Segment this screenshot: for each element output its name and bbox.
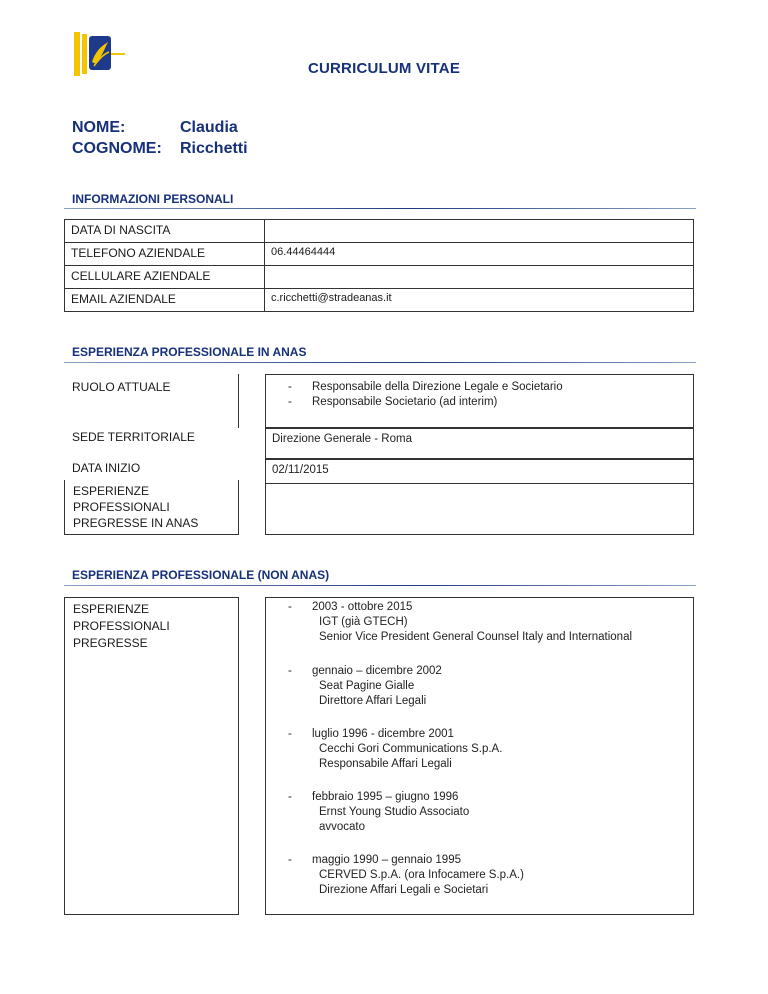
cognome-label: COGNOME: [72,140,162,157]
label-frame [64,374,239,428]
field-label: TELEFONO AZIENDALE [65,243,265,265]
experience-entry: - luglio 1996 - dicembre 2001 Cecchi Gori Communications S.p.A. Responsabile Affari Legali [266,727,693,790]
table-row [65,220,693,243]
pregresse-label-box [64,597,239,915]
experience-company: Ernst Young Studio Associato [319,806,470,818]
table-row [65,243,693,266]
field-value: 06.44464444 [271,246,336,258]
experience-period: gennaio – dicembre 2002 [312,665,442,677]
pregresse-anas-label-box [64,480,239,535]
ruolo-attuale-box [265,374,694,428]
experience-role: Direzione Affari Legali e Societari [319,884,489,896]
list-item: - Responsabile della Direzione Legale e Societario [288,381,563,393]
section-rule [64,362,696,363]
section-heading-anas: ESPERIENZA PROFESSIONALE IN ANAS [72,345,307,359]
experience-role: avvocato [319,821,366,833]
field-label: EMAIL AZIENDALE [65,289,265,311]
pregresse-anas-label: ESPERIENZE PROFESSIONALI PREGRESSE IN ANAS [73,484,199,530]
experience-period: maggio 1990 – gennaio 1995 [312,854,461,866]
ruolo-attuale-label: RUOLO ATTUALE [72,380,171,394]
data-inizio-value: 02/11/2015 [272,464,329,476]
field-value [265,220,693,242]
experience-company: IGT (già GTECH) [319,616,408,628]
experience-role: Direttore Affari Legali [319,695,427,707]
section-rule [64,585,696,586]
sede-label: SEDE TERRITORIALE [72,430,195,444]
experience-company: Cecchi Gori Communications S.p.A. [319,743,503,755]
experience-company: CERVED S.p.A. (ora Infocamere S.p.A.) [319,869,524,881]
data-inizio-box [265,459,694,484]
pregresse-anas-box [265,484,694,535]
experience-company: Seat Pagine Gialle [319,680,415,692]
experience-period: 2003 - ottobre 2015 [312,601,413,613]
field-label: CELLULARE AZIENDALE [65,266,265,288]
experience-role: Responsabile Affari Legali [319,758,452,770]
experience-period: febbraio 1995 – giugno 1996 [312,791,459,803]
section-heading-personal: INFORMAZIONI PERSONALI [72,192,234,206]
document-title: CURRICULUM VITAE [307,60,461,77]
list-item: - Responsabile Societario (ad interim) [288,396,498,408]
field-value: c.ricchetti@stradeanas.it [271,292,392,304]
sede-box [265,428,694,459]
section-rule [64,208,696,209]
sede-value: Direzione Generale - Roma [272,433,412,445]
cognome-value: Ricchetti [180,140,248,157]
experience-entry: - 2003 - ottobre 2015 IGT (già GTECH) Senior Vice President General Counsel Italy and International [266,600,693,664]
experience-entry: - gennaio – dicembre 2002 Seat Pagine Gialle Direttore Affari Legali [266,664,693,727]
experience-entry: - maggio 1990 – gennaio 1995 CERVED S.p.A. (ora Infocamere S.p.A.) Direzione Affari Legali e Societari [266,853,693,913]
personal-info-table [64,219,694,312]
experience-period: luglio 1996 - dicembre 2001 [312,728,454,740]
field-value [265,266,693,288]
data-inizio-label: DATA INIZIO [72,461,141,475]
experience-role: Senior Vice President General Counsel Italy and International [319,631,633,643]
nome-label: NOME: [72,119,126,136]
experience-entry: - febbraio 1995 – giugno 1996 Ernst Young Studio Associato avvocato [266,790,693,853]
table-row [65,266,693,289]
field-label: DATA DI NASCITA [65,220,265,242]
section-heading-non-anas: ESPERIENZA PROFESSIONALE (NON ANAS) [72,568,330,582]
table-row [65,289,693,311]
nome-value: Claudia [180,119,238,136]
identity-block [72,117,248,159]
pregresse-label: ESPERIENZE PROFESSIONALI PREGRESSE [73,602,170,650]
pregresse-list-box [265,597,694,915]
